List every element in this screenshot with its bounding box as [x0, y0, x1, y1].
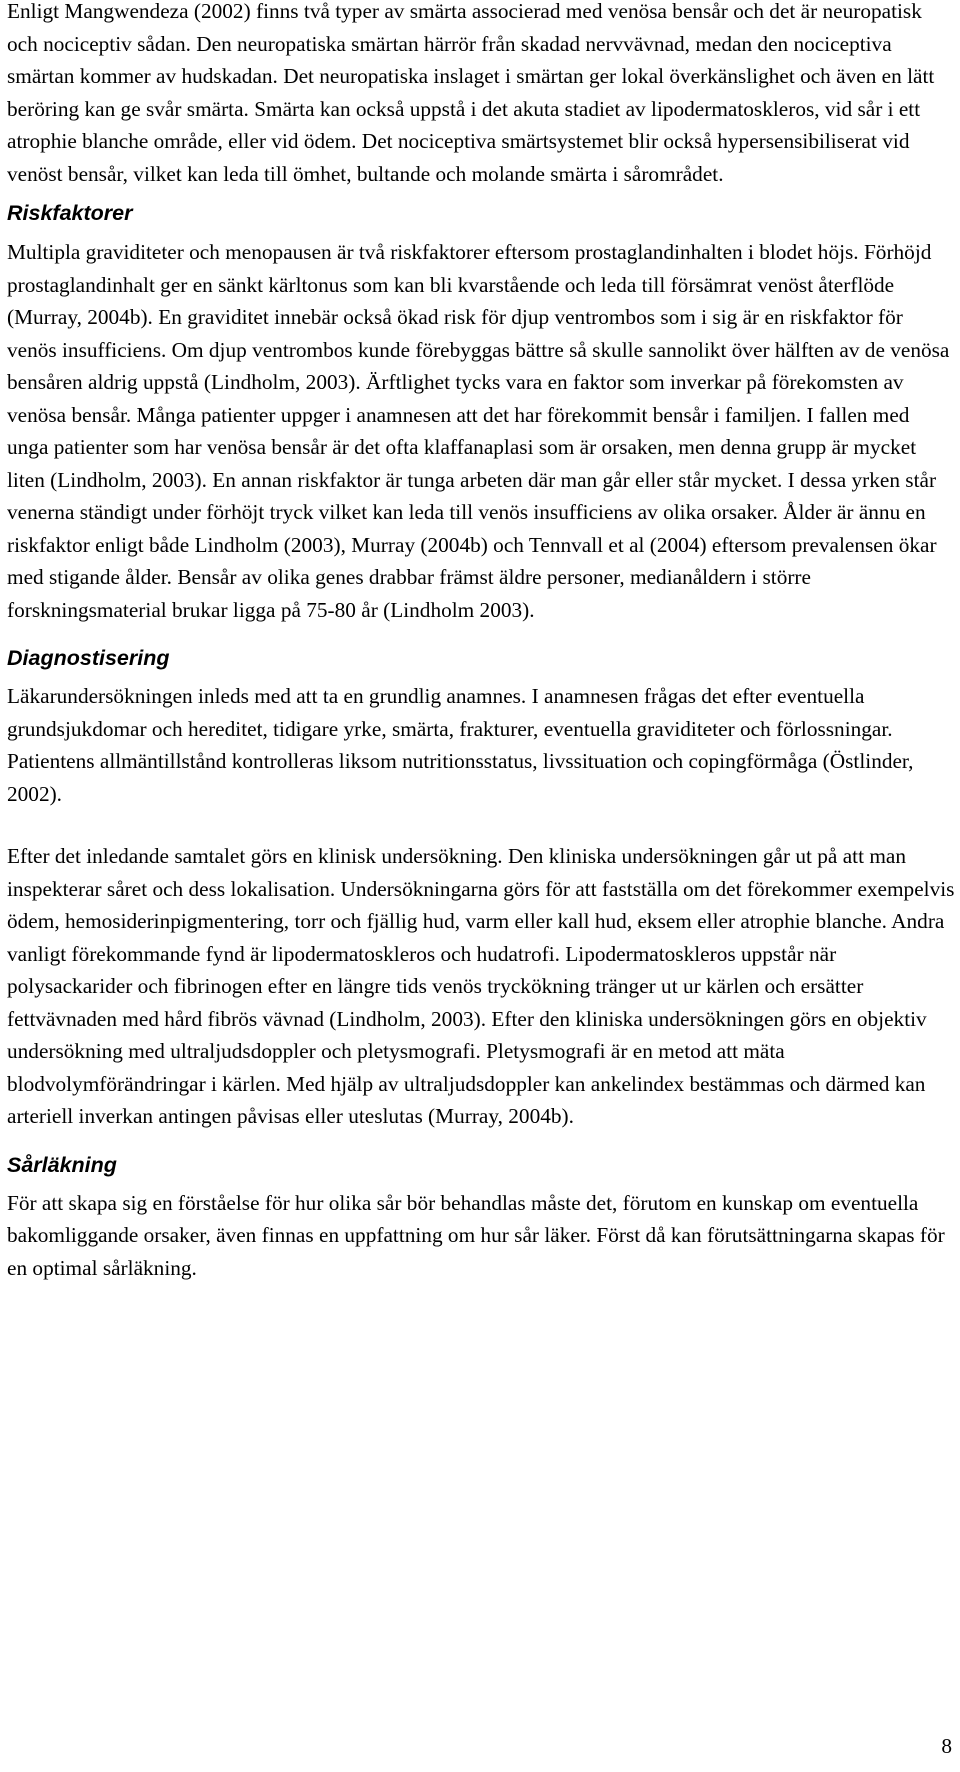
diagnostisering-paragraph-2: Efter det inledande samtalet görs en klinisk undersökning. Den kliniska undersökningen går ut på att man inspekterar såret och dess lokalisation. Undersökningarna görs för att fastställa om det förekommer exempelvis ödem, hemosiderinpigmentering, torr och fjällig hud, varm eller kall hud, eksem eller atrophie blanche. Andra vanligt förekommande fynd är lipodermatoskleros och hudatrofi. Lipodermatoskleros uppstår när polysackarider och fibrinogen efter en längre tids venös tryckökning tränger ut ur kärlen och ersätter fettvävnaden med hård fibrös vävnad (Lindholm, 2003). Efter den kliniska undersökningen görs en objektiv undersökning med ultraljudsdoppler och pletysmografi. Pletysmografi är en metod att mäta blodvolymförändringar i kärlen. Med hjälp av ultraljudsdoppler kan ankelindex bestämmas och därmed kan arteriell inverkan antingen påvisas eller uteslutas (Murray, 2004b).	[7, 844, 955, 1128]
section-heading-sarlakning: Sårläkning	[7, 1152, 117, 1177]
section-heading-diagnostisering: Diagnostisering	[7, 646, 170, 670]
sarlakning-paragraph: För att skapa sig en förståelse för hur olika sår bör behandlas måste det, förutom en kunskap om eventuella bakomliggande orsaker, även finnas en uppfattning om hur sår läker. Först då kan förutsättningarna skapas för en optimal sårläkning.	[7, 1190, 945, 1280]
diagnostisering-paragraph-1: Läkarundersökningen inleds med att ta en grundlig anamnes. I anamnesen frågas det efter eventuella grundsjukdomar och hereditet, tidigare yrke, smärta, frakturer, eventuella graviditeter och förlossningar. Patientens allmäntillstånd kontrolleras liksom nutritionsstatus, livssituation och copingförmåga (Östlinder, 2002).	[7, 684, 914, 806]
section-heading-riskfaktorer: Riskfaktorer	[7, 201, 133, 225]
riskfaktorer-paragraph: Multipla graviditeter och menopausen är två riskfaktorer eftersom prostaglandinhalten i blodet höjs. Förhöjd prostaglandinhalt ger en sänkt kärltonus som kan bli kvarstående och leda till försämrat venöst återflöde (Murray, 2004b). En graviditet innebär också ökad risk för djup ventrombos som i sig är en riskfaktor för venös insufficiens. Om djup ventrombos kunde förebyggas bättre så skulle sannolikt över hälften av de venösa bensåren aldrig uppstå (Lindholm, 2003). Ärftlighet tycks vara en faktor som inverkar på förekomsten av venösa bensår. Många patienter uppger i anamnesen att det har förekommit bensår i familjen. I fallen med unga patienter som har venösa bensår är det ofta klaffanaplasi som är orsaken, men denna grupp är mycket liten (Lindholm, 2003). En annan riskfaktor är tunga arbeten där man går eller står mycket. I dessa yrken står venerna ständigt under förhöjt tryck vilket kan leda till venös insufficiens av olika orsaker. Ålder är ännu en riskfaktor enligt både Lindholm (2003), Murray (2004b) och Tennvall et al (2004) eftersom prevalensen ökar med stigande ålder. Bensår av olika genes drabbar främst äldre personer, medianåldern i större forskningsmaterial brukar ligga på 75-80 år (Lindholm 2003).	[7, 240, 950, 622]
intro-paragraph: Enligt Mangwendeza (2002) finns två typer av smärta associerad med venösa bensår och det är neuropatisk och nociceptiv sådan. Den neuropatiska smärtan härrör från skadad nervvävnad, medan den nociceptiva smärtan kommer av hudskadan. Det neuropatiska inslaget i smärtan ger lokal överkänslighet och även en lätt beröring kan ge svår smärta. Smärta kan också uppstå i det akuta stadiet av lipodermatoskleros, vid sår i ett atrophie blanche område, eller vid ödem. Det nociceptiva smärtsystemet blir också hypersensibiliserat vid venöst bensår, vilket kan leda till ömhet, bultande och molande smärta i sårområdet.	[7, 0, 935, 186]
document-page	[7, 0, 955, 1284]
page-number: 8	[941, 1734, 952, 1758]
